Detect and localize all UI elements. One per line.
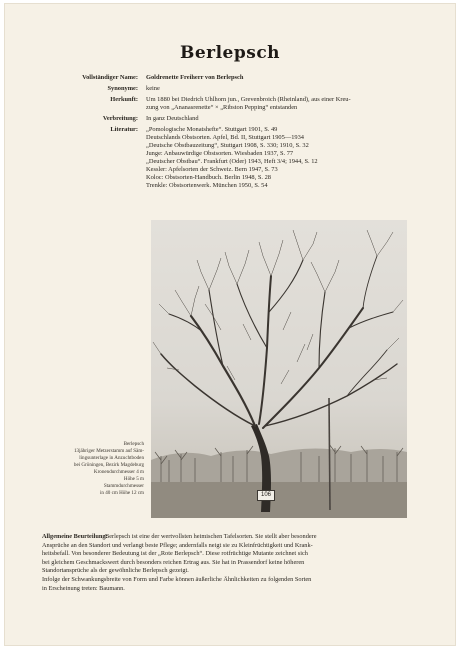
assessment-line: heitsbefall. Von besonderer Bedeutung ist der „Rote Berlepsch“. Diese rotfrüchtige Mutante zeichnet sich xyxy=(42,550,308,558)
origin-label: Herkunft: xyxy=(110,96,138,103)
distribution-row xyxy=(4,115,456,123)
full-name-row xyxy=(4,74,456,82)
page-title: Berlepsch xyxy=(179,43,281,63)
assessment-line: Standortansprüche als der gewöhnliche Berlepsch gezeigt. xyxy=(42,567,189,575)
synonyms-row xyxy=(4,85,456,93)
literature-label: Literatur: xyxy=(110,126,138,133)
literature-item: Deutschlands Obstsorten. Apfel, Bd. II, Stuttgart 1905—1934 xyxy=(146,134,304,141)
full-name-value: Goldrenette Freiherr von Berlepsch xyxy=(146,74,244,81)
caption-line: Höhe 5 m xyxy=(123,476,144,482)
assessment-line: bei gleichem Geschmackswert durch besonders reichen Ertrag aus. Sie hat in Prassendorf keine höheren xyxy=(42,558,305,566)
literature-item: „Deutscher Obstbau“. Frankfurt (Oder) 1943, Heft 3/4; 1944, S. 12 xyxy=(146,158,318,165)
assessment-line: Infolge der Schwankungsbreite von Form und Farbe können äußerliche Ähnlichkeiten zu folgenden Sorten xyxy=(42,575,312,583)
literature-row xyxy=(4,126,456,190)
synonyms-label: Synonyme: xyxy=(107,85,138,92)
literature-item: Koloc: Obstsorten-Handbuch. Berlin 1948, S. 28 xyxy=(146,174,271,181)
origin-value xyxy=(146,96,408,112)
synonyms-value: keine xyxy=(146,85,160,92)
assessment-line: Berlepsch ist eine der wertvollsten heimischen Tafelsorten. Sie stellt aber besondere xyxy=(105,533,317,540)
assessment-label: Allgemeine Beurteilung: xyxy=(42,533,108,540)
tree-label-tag: 106 xyxy=(257,490,275,501)
distribution-label: Verbreitung: xyxy=(102,115,138,122)
origin-line: Um 1880 bei Diedrich Uhlhorn jun., Grevenbroich (Rheinland), aus einer Kreu- xyxy=(146,96,351,103)
general-assessment xyxy=(42,533,412,593)
caption-line: lingsunterlage in Anzuchtboden xyxy=(79,455,144,461)
caption-line: Stammdurchmesser xyxy=(103,483,144,489)
photo-caption xyxy=(40,441,144,497)
literature-item: Trenkle: Obstsortenwerk. München 1950, S. 54 xyxy=(146,182,268,189)
tree-photo-illustration xyxy=(151,220,407,518)
caption-line: Kronendurchmesser 4 m xyxy=(93,469,144,475)
caption-line: 13jähriger Metzerstamm auf Säm- xyxy=(73,448,144,454)
caption-line: Berlepsch xyxy=(123,441,144,447)
assessment-line: in Erscheinung treten: Baumann. xyxy=(42,584,125,592)
tree-photo xyxy=(151,220,407,518)
distribution-value: In ganz Deutschland xyxy=(146,115,199,122)
caption-line: bei Gröningen, Bezirk Magdeburg xyxy=(73,462,144,468)
document-sheet xyxy=(4,3,456,646)
origin-line: zung von „Ananasrenette“ × „Ribston Pepping“ entstanden xyxy=(146,104,298,111)
assessment-line: Ansprüche an den Standort und verlangt beste Pflege; andernfalls neigt sie zu Kleinfrüchtigkeit und Krank- xyxy=(42,541,313,549)
literature-item: Junge: Anbauwürdige Obstsorten. Wiesbaden 1937, S. 77 xyxy=(146,150,294,157)
full-name-label: Vollständiger Name: xyxy=(82,74,138,81)
origin-row xyxy=(4,96,456,112)
literature-item: „Deutsche Obstbauzeitung“, Stuttgart 1908, S. 330; 1910, S. 32 xyxy=(146,142,309,149)
literature-item: Kessler: Apfelsorten der Schweiz. Bern 1947, S. 73 xyxy=(146,166,278,173)
caption-line: in 40 cm Höhe 12 cm xyxy=(100,490,144,496)
literature-list xyxy=(146,126,408,190)
variety-info xyxy=(4,74,456,193)
literature-item: „Pomologische Monatshefte“. Stuttgart 1901, S. 49 xyxy=(146,126,278,133)
